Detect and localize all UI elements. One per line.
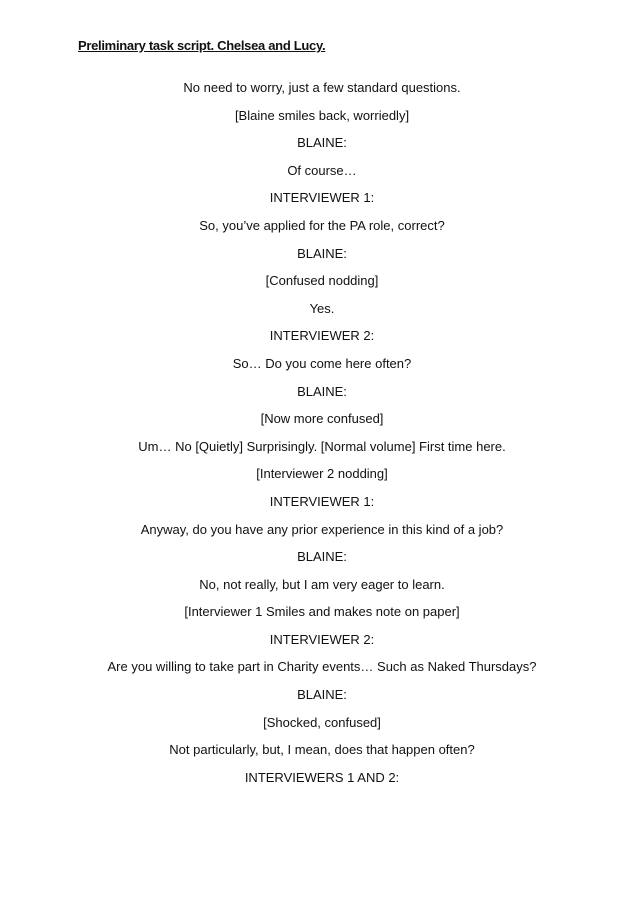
script-line: Not particularly, but, I mean, does that happen often? xyxy=(169,742,475,758)
script-line: So… Do you come here often? xyxy=(232,355,412,371)
stage-direction: [Now more confused] xyxy=(260,411,384,427)
stage-direction: [Interviewer 1 Smiles and makes note on paper] xyxy=(184,604,460,620)
speaker-label: BLAINE: xyxy=(297,687,347,703)
speaker-label: INTERVIEWERS 1 AND 2: xyxy=(244,769,400,785)
script-line: Um… No [Quietly] Surprisingly. [Normal volume] First time here. xyxy=(138,438,506,454)
speaker-label: INTERVIEWER 2: xyxy=(269,328,375,344)
script-body xyxy=(0,78,638,795)
stage-direction: [Interviewer 2 nodding] xyxy=(256,466,388,482)
script-line: Of course… xyxy=(287,162,357,178)
stage-direction: [Blaine smiles back, worriedly] xyxy=(234,107,410,123)
script-line: So, you’ve applied for the PA role, correct? xyxy=(199,217,445,233)
script-line: Yes. xyxy=(309,300,335,316)
speaker-label: BLAINE: xyxy=(297,383,347,399)
stage-direction: [Confused nodding] xyxy=(265,273,379,289)
speaker-label: INTERVIEWER 1: xyxy=(269,190,375,206)
speaker-label: INTERVIEWER 1: xyxy=(269,493,375,509)
speaker-label: BLAINE: xyxy=(297,549,347,565)
speaker-label: BLAINE: xyxy=(297,135,347,151)
stage-direction: [Shocked, confused] xyxy=(263,714,381,730)
document-heading: Preliminary task script. Chelsea and Lucy. xyxy=(78,38,326,53)
script-line: No, not really, but I am very eager to learn. xyxy=(199,576,445,592)
script-line: Are you willing to take part in Charity events… Such as Naked Thursdays? xyxy=(107,659,537,675)
script-line: No need to worry, just a few standard questions. xyxy=(183,80,461,95)
script-line: Anyway, do you have any prior experience in this kind of a job? xyxy=(140,521,504,537)
speaker-label: INTERVIEWER 2: xyxy=(269,631,375,647)
speaker-label: BLAINE: xyxy=(297,245,347,261)
